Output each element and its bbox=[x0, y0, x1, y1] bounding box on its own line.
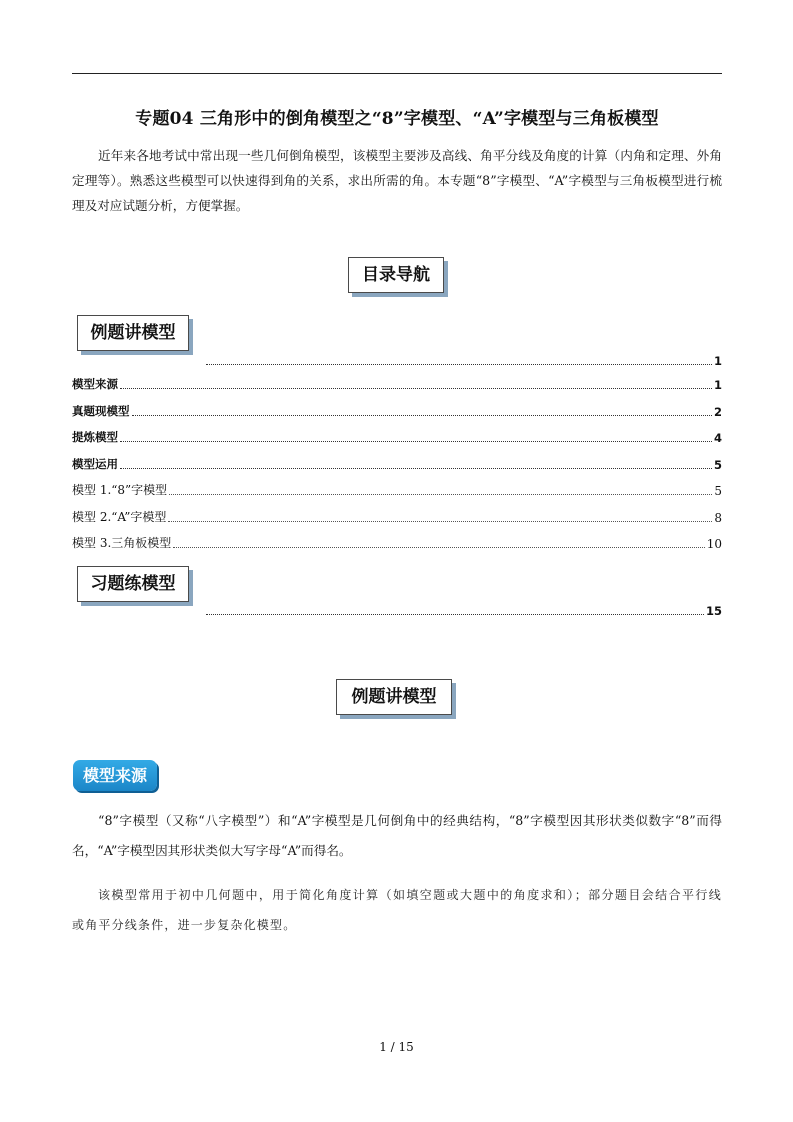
body-paragraph: 该模型常用于初中几何题中，用于简化角度计算（如填空题或大题中的角度求和）；部分题目会结合平行线或角平分线条件，进一步复杂化模型。 bbox=[72, 888, 722, 932]
toc-page-number: 10 bbox=[706, 537, 722, 551]
toc-entry[interactable] bbox=[72, 376, 722, 392]
toc-section-label: 例题讲模型 bbox=[90, 323, 176, 343]
toc-leader bbox=[120, 468, 712, 469]
toc-entry-label: 模型 1.“8”字模型 bbox=[72, 483, 168, 497]
toc-entry-exercises[interactable] bbox=[204, 602, 722, 618]
toc-entry-label: 真题现模型 bbox=[72, 404, 130, 418]
intro-paragraph: 近年来各地考试中常出现一些几何倒角模型，该模型主要涉及高线、角平分线及角度的计算（内角和定理、外角定理等）。熟悉这些模型可以快速得到角的关系，求出所需的角。本专题“8”字模型、“A”字模型与三角板模型进行梳理及对应试题分析，方便掌握。 bbox=[72, 148, 722, 213]
toc-entry[interactable] bbox=[72, 403, 722, 419]
section-heading-examples bbox=[336, 679, 452, 715]
toc-entry-label: 模型来源 bbox=[72, 377, 118, 391]
toc-entry-label: 提炼模型 bbox=[72, 430, 118, 444]
toc-section-label: 习题练模型 bbox=[90, 574, 176, 594]
toc-entry-examples[interactable] bbox=[204, 352, 722, 368]
toc-leader bbox=[120, 388, 712, 389]
toc-leader bbox=[132, 415, 712, 416]
section-heading-label: 例题讲模型 bbox=[351, 687, 437, 707]
toc-page-number: 1 bbox=[713, 378, 722, 392]
toc-page-number: 2 bbox=[713, 405, 722, 419]
toc-entry-label: 模型 2.“A”字模型 bbox=[72, 510, 167, 524]
toc-nav-heading bbox=[348, 257, 444, 293]
toc-entry[interactable] bbox=[72, 456, 722, 472]
toc-page-number: 1 bbox=[713, 354, 722, 368]
header-rule bbox=[72, 73, 722, 74]
toc-page-number: 15 bbox=[705, 604, 722, 618]
toc-entry-label: 模型运用 bbox=[72, 457, 118, 471]
toc-page-number: 5 bbox=[714, 484, 722, 498]
toc-leader bbox=[120, 441, 712, 442]
body-paragraph: “8”字模型（又称“八字模型”）和“A”字模型是几何倒角中的经典结构，“8”字模型因其形状类似数字“8”而得名，“A”字模型因其形状类似大写字母“A”而得名。 bbox=[72, 813, 722, 858]
toc-page-number: 5 bbox=[713, 458, 722, 472]
toc-section-box-examples[interactable] bbox=[77, 315, 189, 351]
toc-leader bbox=[206, 614, 704, 615]
toc-section-box-exercises[interactable] bbox=[77, 566, 189, 602]
toc-page-number: 4 bbox=[713, 431, 722, 445]
toc-entry[interactable] bbox=[72, 429, 722, 445]
toc-leader bbox=[169, 494, 712, 495]
document-title: 专题04 三角形中的倒角模型之“8”字模型、“A”字模型与三角板模型 bbox=[135, 109, 659, 129]
toc-entry-label: 模型 3.三角板模型 bbox=[72, 536, 172, 550]
toc-entry[interactable] bbox=[72, 509, 722, 525]
toc-nav-label: 目录导航 bbox=[362, 265, 430, 285]
toc-leader bbox=[206, 364, 712, 365]
toc-entry[interactable] bbox=[72, 482, 722, 498]
toc-leader bbox=[168, 521, 712, 522]
toc-page-number: 8 bbox=[714, 511, 722, 525]
toc-leader bbox=[173, 547, 704, 548]
toc-entry[interactable] bbox=[72, 535, 722, 551]
page-number: 1 / 15 bbox=[379, 1040, 414, 1054]
subsection-tag-model-source: 模型来源 bbox=[73, 760, 157, 791]
